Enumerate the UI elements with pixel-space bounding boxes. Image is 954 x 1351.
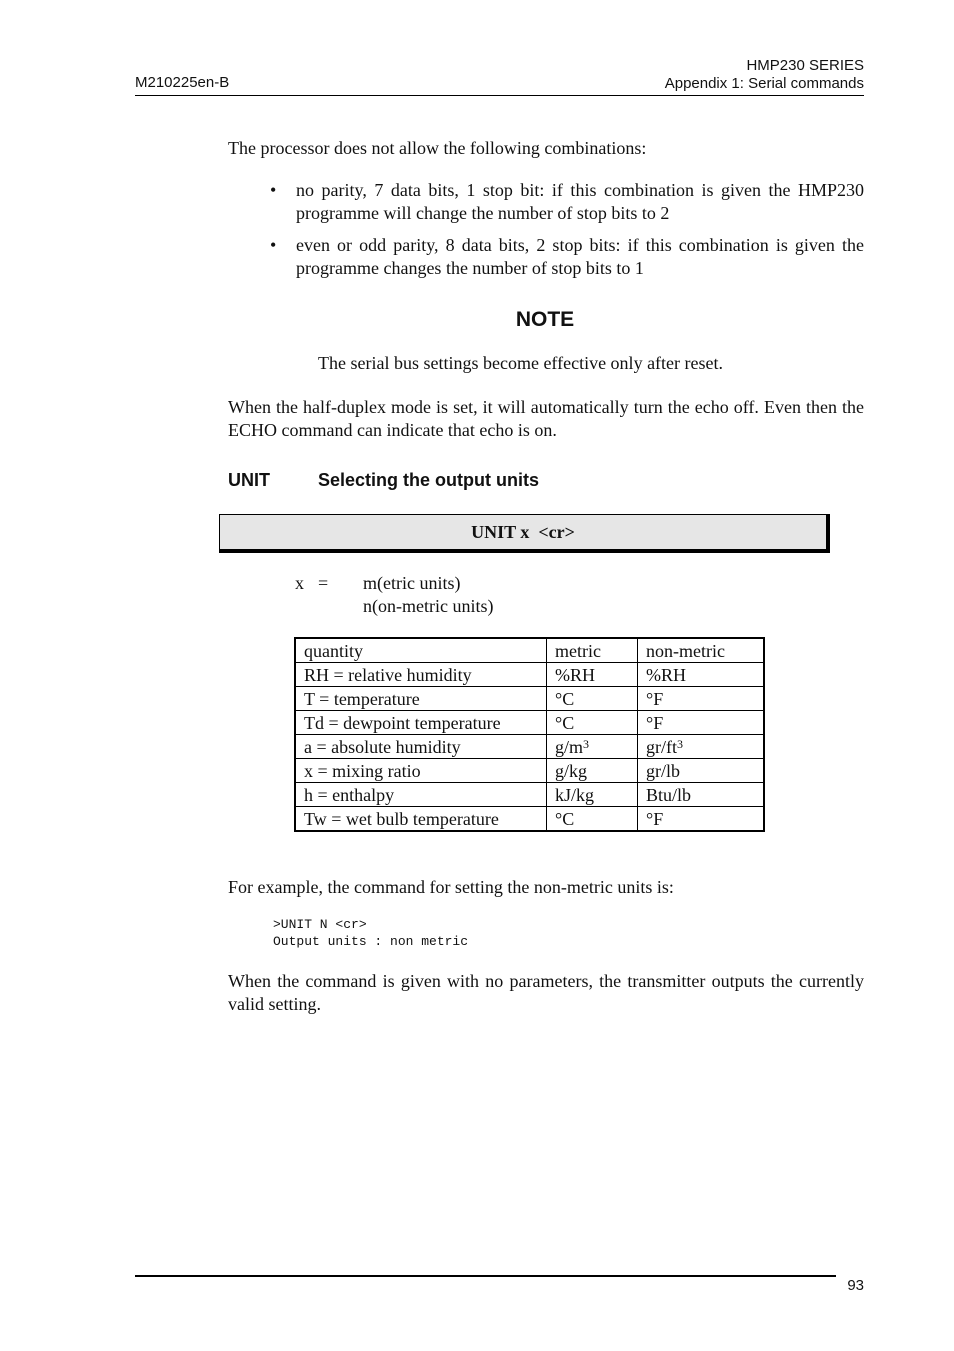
cell-metric: %RH xyxy=(547,663,638,687)
parameter-name: x xyxy=(295,573,304,593)
header-nonmetric: non-metric xyxy=(638,638,765,663)
table-header-row xyxy=(295,638,764,663)
cell-nonmetric: %RH xyxy=(638,663,765,687)
section-title: Selecting the output units xyxy=(318,470,539,490)
header-metric: metric xyxy=(547,638,638,663)
bullet-icon: • xyxy=(270,180,277,200)
cell-nonmetric: gr/lb xyxy=(638,759,765,783)
cell-metric: °C xyxy=(547,711,638,735)
half-duplex-paragraph: When the half-duplex mode is set, it will automatically turn the echo off. Even then the ECHO command can indicate that echo is on. xyxy=(228,397,864,440)
cell-quantity: x = mixing ratio xyxy=(295,759,547,783)
cell-quantity: Tw = wet bulb temperature xyxy=(295,807,547,832)
list-item-text: even or odd parity, 8 data bits, 2 stop bits: if this combination is given the programme changes the number of stop bits to 1 xyxy=(296,235,864,278)
header-rule xyxy=(135,95,864,96)
parameter-option-metric: m(etric units) xyxy=(363,573,461,593)
cell-quantity: RH = relative humidity xyxy=(295,663,547,687)
example-code-line: Output units : non metric xyxy=(273,934,469,949)
cell-nonmetric: °F xyxy=(638,687,765,711)
cell-nonmetric: °F xyxy=(638,711,765,735)
table-row xyxy=(295,759,764,783)
combination-list xyxy=(270,179,864,289)
section-header: Appendix 1: Serial commands xyxy=(664,75,864,92)
cell-metric-unit: g/m xyxy=(555,736,584,757)
header-quantity: quantity xyxy=(295,638,547,663)
cell-metric: °C xyxy=(547,807,638,832)
document-code: M210225en-B xyxy=(135,74,230,91)
cell-metric-exponent: 3 xyxy=(583,736,590,751)
example-intro: For example, the command for setting the non-metric units is: xyxy=(228,877,674,897)
footer-rule xyxy=(135,1275,836,1277)
table-row xyxy=(295,687,764,711)
table-row xyxy=(295,783,764,807)
section-code: UNIT xyxy=(228,470,270,490)
bullet-icon: • xyxy=(270,235,277,255)
cell-quantity: Td = dewpoint temperature xyxy=(295,711,547,735)
example-code-line: >UNIT N <cr> xyxy=(273,917,367,932)
running-header xyxy=(665,57,864,93)
table-row xyxy=(295,663,764,687)
cell-nonmetric-unit: gr/ft xyxy=(646,736,677,757)
list-item-text: no parity, 7 data bits, 1 stop bit: if this combination is given the HMP230 programme will change the number of stop bits to 2 xyxy=(296,180,864,223)
cell-quantity: a = absolute humidity xyxy=(295,735,547,759)
table-row xyxy=(295,807,764,832)
closing-paragraph: When the command is given with no parameters, the transmitter outputs the currently valid setting. xyxy=(228,971,864,1014)
cell-quantity: T = temperature xyxy=(295,687,547,711)
table-row xyxy=(295,735,764,759)
parameter-option-nonmetric: n(on-metric units) xyxy=(363,596,494,616)
note-title: NOTE xyxy=(515,308,575,331)
intro-paragraph: The processor does not allow the following combinations: xyxy=(228,138,647,158)
cell-nonmetric: Btu/lb xyxy=(638,783,765,807)
cell-metric xyxy=(547,735,638,759)
cell-metric: kJ/kg xyxy=(547,783,638,807)
cell-quantity: h = enthalpy xyxy=(295,783,547,807)
parameter-equals: = xyxy=(318,573,329,593)
series-title: HMP230 SERIES xyxy=(746,57,864,74)
command-syntax: UNIT x <cr> xyxy=(471,521,575,542)
list-item xyxy=(270,179,864,225)
table-row xyxy=(295,711,764,735)
note-text: The serial bus settings become effective only after reset. xyxy=(318,353,724,373)
cell-metric: °C xyxy=(547,687,638,711)
command-syntax-box xyxy=(219,514,830,553)
cell-nonmetric-exponent: 3 xyxy=(677,736,683,751)
list-item xyxy=(270,234,864,280)
cell-metric: g/kg xyxy=(547,759,638,783)
cell-nonmetric: °F xyxy=(638,807,765,832)
cell-nonmetric xyxy=(638,735,765,759)
units-table xyxy=(294,637,765,832)
page-number: 93 xyxy=(847,1277,864,1294)
